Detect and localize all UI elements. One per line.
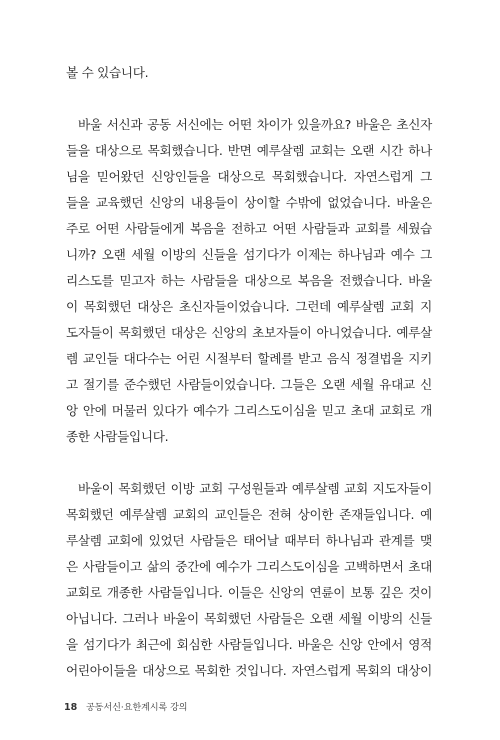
text-line: 들을 교육했던 신앙의 내용들이 상이할 수밖에 없었습니다. 바울은 bbox=[66, 195, 432, 210]
text-line: 리스도를 믿고자 하는 사람들을 대상으로 복음을 전했습니다. 바울 bbox=[66, 273, 432, 288]
text-line: 앙 안에 머물러 있다가 예수가 그리스도이심을 믿고 초대 교회로 개 bbox=[66, 403, 432, 418]
text-line: 루살렘 교회에 있었던 사람들은 태어날 때부터 하나님과 관계를 맺 bbox=[66, 533, 432, 548]
text-line: 을 섬기다가 최근에 회심한 사람들입니다. 바울은 신앙 안에서 영적 bbox=[66, 637, 432, 652]
page-body bbox=[66, 60, 432, 684]
paragraph bbox=[66, 112, 432, 450]
text-line: 볼 수 있습니다. bbox=[66, 65, 149, 80]
text-line: 도자들이 목회했던 대상은 신앙의 초보자들이 아니었습니다. 예루살 bbox=[66, 325, 432, 340]
text-line: 님을 믿어왔던 신앙인들을 대상으로 목회했습니다. 자연스럽게 그 bbox=[66, 169, 432, 184]
text-line: 들을 대상으로 목회했습니다. 반면 예루살렘 교회는 오랜 시간 하나 bbox=[66, 143, 432, 158]
text-line: 은 사람들이고 삶의 중간에 예수가 그리스도이심을 고백하면서 초대 bbox=[66, 559, 432, 574]
paragraph-gap bbox=[66, 450, 432, 476]
text-line: 주로 어떤 사람들에게 복음을 전하고 어떤 사람들과 교회를 세웠습 bbox=[66, 221, 432, 236]
text-line: 어린아이들을 대상으로 목회한 것입니다. 자연스럽게 목회의 대상이 bbox=[66, 663, 432, 678]
paragraph bbox=[66, 476, 432, 684]
page-footer bbox=[64, 702, 187, 714]
text-line: 렘 교인들 대다수는 어린 시절부터 할례를 받고 음식 정결법을 지키 bbox=[66, 351, 432, 366]
text-line: 교회로 개종한 사람들입니다. 이들은 신앙의 연륜이 보통 깊은 것이 bbox=[66, 585, 432, 600]
running-title: 공동서신·요한계시록 강의 bbox=[86, 703, 188, 713]
text-line: 이 목회했던 대상은 초신자들이었습니다. 그런데 예루살렘 교회 지 bbox=[66, 299, 432, 314]
text-line: 목회했던 예루살렘 교회의 교인들은 전혀 상이한 존재들입니다. 예 bbox=[66, 507, 432, 522]
text-line: 바울이 목회했던 이방 교회 구성원들과 예루살렘 교회 지도자들이 bbox=[78, 481, 432, 496]
text-line: 종한 사람들입니다. bbox=[66, 429, 169, 444]
page-number: 18 bbox=[64, 702, 78, 713]
paragraph bbox=[66, 60, 432, 86]
text-line: 바울 서신과 공동 서신에는 어떤 차이가 있을까요? 바울은 초신자 bbox=[78, 117, 432, 132]
text-line: 니까? 오랜 세월 이방의 신들을 섬기다가 이제는 하나님과 예수 그 bbox=[66, 247, 432, 262]
paragraph-gap bbox=[66, 86, 432, 112]
text-line: 고 절기를 준수했던 사람들이었습니다. 그들은 오랜 세월 유대교 신 bbox=[66, 377, 432, 392]
text-line: 아닙니다. 그러나 바울이 목회했던 사람들은 오랜 세월 이방의 신들 bbox=[66, 611, 432, 626]
